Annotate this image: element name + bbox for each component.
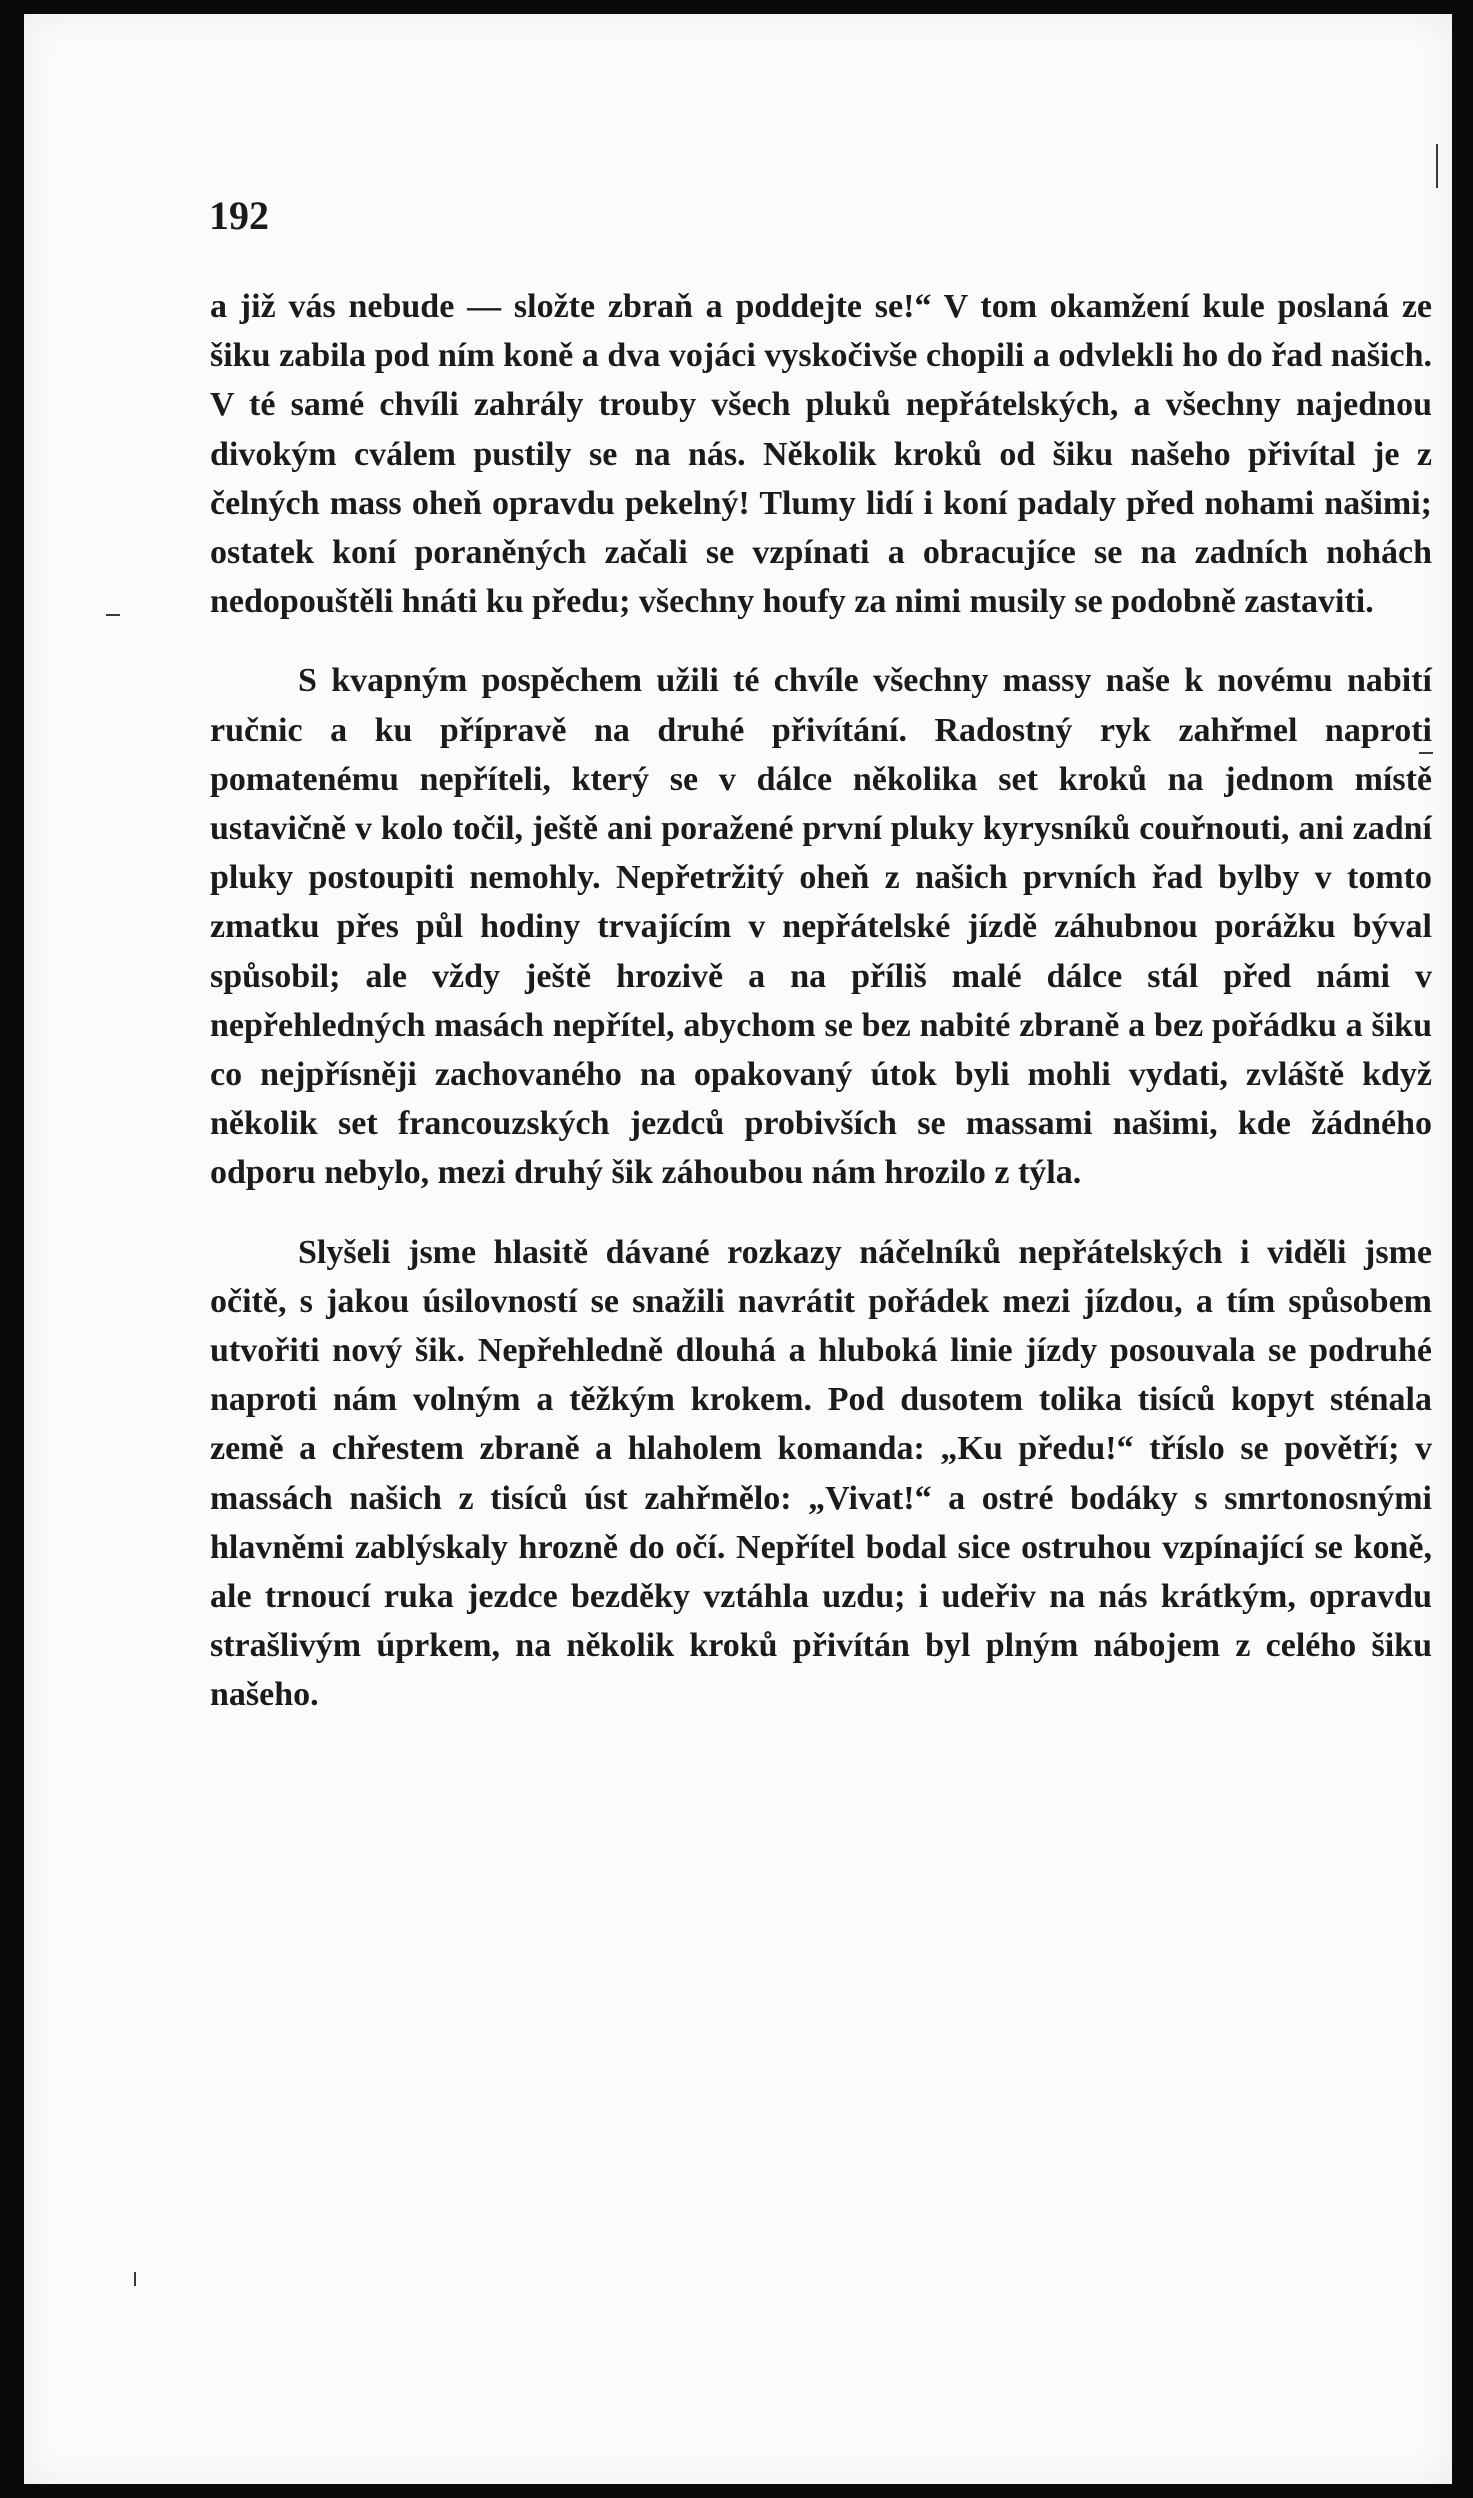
scan-speck	[1419, 752, 1433, 754]
scan-speck	[1436, 144, 1438, 188]
page-body	[210, 282, 1432, 1720]
paragraph: Slyšeli jsme hlasitě dávané rozkazy náčelníků nepřátelských i viděli jsme očitě, s jakou úsilovností se snažili navrátit pořádek mezi jízdou, a tím spůsobem utvořiti nový šik. Nepřehledně dlouhá a hluboká linie jízdy posouvala se podruhé naproti nám volným a těžkým krokem. Pod dusotem tolika tisíců kopyt sténala země a chřestem zbraně a hlaholem komanda: „Ku předu!“ tříslo se povětří; v massách našich z tisíců úst zahřmělo: „Vivat!“ a ostré bodáky s smrtonosnými hlavněmi zablýskaly hrozně do očí. Nepřítel bodal sice ostruhou vzpínající se koně, ale trnoucí ruka jezdce bezděky vztáhla uzdu; i udeřiv na nás krátkým, opravdu strašlivým úprkem, na několik kroků přivítán byl plným nábojem z celého šiku našeho.	[210, 1233, 1432, 1714]
paragraph: a již vás nebude — složte zbraň a poddejte se!“ V tom okamžení kule poslaná ze šiku zabila pod ním koně a dva vojáci vyskočivše chopili a odvlekli ho do řad našich. V té samé chvíli zahrály trouby všech pluků nepřátelských, a všechny najednou divokým cválem pustily se na nás. Několik kroků od šiku našeho přivítal je z čelných mass oheň opravdu pekelný! Tlumy lidí i koní padaly před nohami našimi; ostatek koní poraněných začali se vzpínati a obracujíce se na zadních nohách nedopouštěli hnáti ku předu; všechny houfy za nimi musily se podobně zastaviti.	[210, 288, 1432, 621]
book-page	[24, 14, 1452, 2484]
page-number: 192	[209, 193, 269, 238]
paragraph: S kvapným pospěchem užili té chvíle všechny massy naše k novému nabití ručnic a ku přípravě na druhé přivítání. Radostný ryk zahřmel naproti pomatenému nepříteli, který se v dálce několika set kroků na jednom místě ustavičně v kolo točil, ještě ani poražené první pluky kyrysníků couřnouti, ani zadní pluky postoupiti nemohly. Nepřetržitý oheň z našich prvních řad bylby v tomto zmatku přes půl hodiny trvajícím v nepřátelské jízdě záhubnou porážku býval spůsobil; ale vždy ještě hrozivě a na příliš malé dálce stál před námi v nepřehledných masách nepřítel, abychom se bez nabité zbraně a bez pořádku a šiku co nejpřísněji zachovaného na opakovaný útok byli mohli vydati, zvláště když několik set francouzských jezdců probivších se massami našimi, kde žádného odporu nebylo, mezi druhý šik záhoubou nám hrozilo z týla.	[210, 662, 1432, 1192]
scan-speck	[134, 2272, 136, 2286]
scan-speck	[106, 614, 120, 616]
